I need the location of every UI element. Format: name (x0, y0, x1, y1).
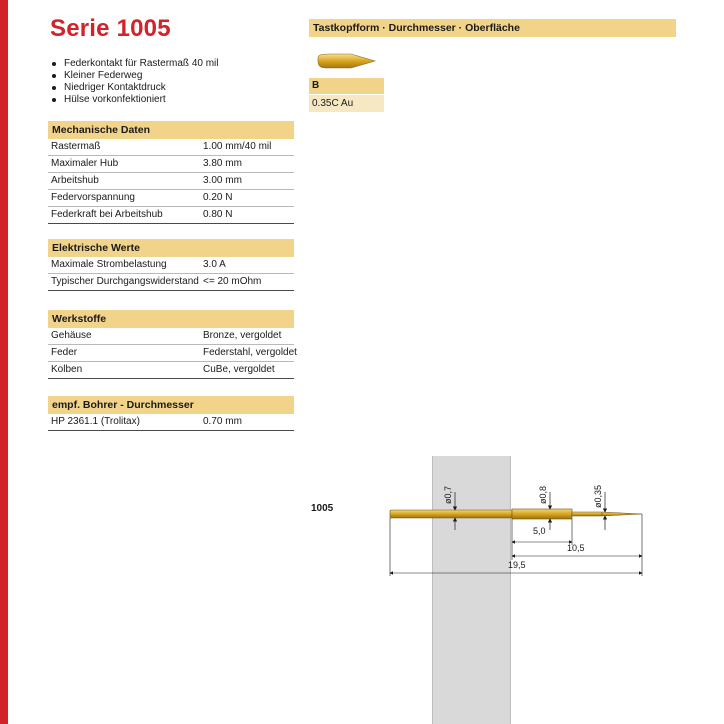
table-row (48, 414, 294, 431)
tip-shape-image (309, 37, 676, 77)
row-label: Maximaler Hub (51, 158, 119, 169)
tip-form-panel (309, 19, 676, 109)
table-row (48, 274, 294, 291)
row-value: 0.80 N (203, 209, 233, 220)
table-header: Mechanische Daten (48, 121, 294, 139)
row-label: Rastermaß (51, 141, 101, 152)
table-row (48, 173, 294, 190)
feature-item: Federkontakt für Rastermaß 40 mil (50, 58, 219, 70)
row-label: Arbeitshub (51, 175, 99, 186)
brand-red-bar (0, 0, 8, 724)
row-value: 3.00 mm (203, 175, 242, 186)
table-row (48, 345, 297, 362)
table-row (48, 257, 294, 274)
table-row (48, 156, 294, 173)
dia-label: ø0,35 (593, 484, 603, 508)
page-title: Serie 1005 (50, 15, 171, 42)
probe-drawing (380, 470, 655, 580)
row-value: Bronze, vergoldet (203, 330, 282, 341)
row-value: 3.80 mm (203, 158, 242, 169)
dia-label: ø0,8 (538, 485, 548, 504)
row-value: 1.00 mm/40 mil (203, 141, 272, 152)
probe-plunger (572, 512, 602, 516)
probe-barrel (390, 510, 512, 518)
table-mechanische-daten (48, 121, 294, 224)
feature-list (50, 58, 219, 106)
row-value: 3.0 A (203, 259, 226, 270)
tip-code: B (309, 78, 384, 94)
probe-collar (512, 509, 572, 519)
drawing-label: 1005 (311, 503, 334, 514)
row-value: 0.20 N (203, 192, 233, 203)
dimension-label: 10,5 (567, 543, 585, 553)
table-elektrische-werte (48, 239, 294, 291)
table-header: Elektrische Werte (48, 239, 294, 257)
row-value: 0.70 mm (203, 416, 242, 427)
row-label: Maximale Strombelastung (51, 259, 167, 270)
table-row (48, 139, 294, 156)
row-value: Federstahl, vergoldet (203, 347, 297, 358)
table-row (48, 190, 294, 207)
row-label: HP 2361.1 (Trolitax) (51, 416, 140, 427)
row-value: CuBe, vergoldet (203, 364, 275, 375)
table-row (48, 328, 294, 345)
feature-item: Niedriger Kontaktdruck (50, 82, 219, 94)
dimension-label: 5,0 (533, 526, 546, 536)
row-label: Federkraft bei Arbeitshub (51, 209, 163, 220)
tip-form-header: Tastkopfform · Durchmesser · Oberfläche (309, 19, 676, 37)
tip-b-icon (309, 37, 389, 77)
row-label: Federvorspannung (51, 192, 135, 203)
dimension-label: 19,5 (508, 560, 526, 570)
table-header: Werkstoffe (48, 310, 294, 328)
row-label: Kolben (51, 364, 83, 375)
table-row (48, 362, 294, 379)
table-row (48, 207, 294, 224)
row-label: Feder (51, 347, 78, 358)
tip-description: 0.35C Au (309, 95, 384, 112)
dia-label: ø0,7 (443, 485, 453, 504)
row-value: <= 20 mOhm (203, 276, 262, 287)
probe-tip (602, 512, 642, 516)
table-header: empf. Bohrer - Durchmesser (48, 396, 294, 414)
table-bohrer (48, 396, 294, 431)
row-label: Typischer Durchgangswiderstand (51, 276, 199, 287)
row-label: Gehäuse (51, 330, 92, 341)
table-werkstoffe (48, 310, 297, 379)
feature-item: Hülse vorkonfektioniert (50, 94, 219, 106)
feature-item: Kleiner Federweg (50, 70, 219, 82)
